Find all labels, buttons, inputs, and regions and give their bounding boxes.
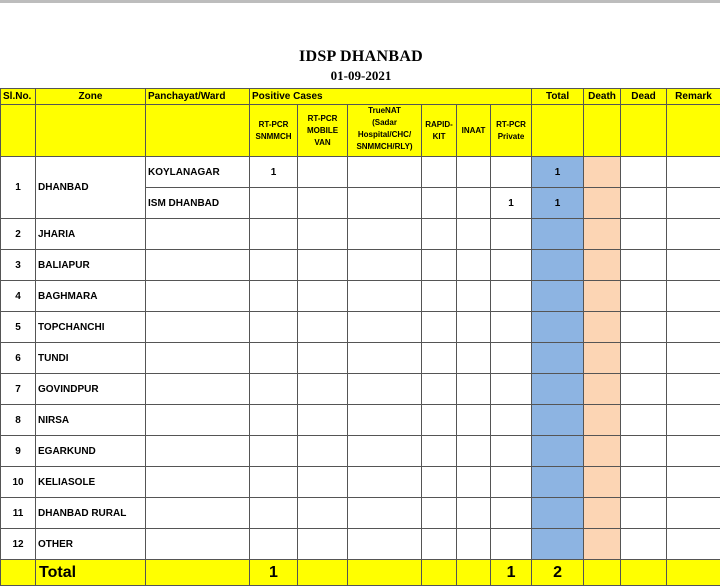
subheader-inaat: INAAT [457, 105, 491, 157]
row-slno: 7 [1, 374, 36, 405]
cell-death [584, 436, 621, 467]
row-slno: 2 [1, 219, 36, 250]
cell-total [532, 250, 584, 281]
report-date: 01-09-2021 [330, 68, 392, 83]
cell-death [584, 312, 621, 343]
top-border-line [0, 0, 720, 3]
cell-total [532, 343, 584, 374]
row-slno: 8 [1, 405, 36, 436]
header-zone: Zone [36, 89, 146, 105]
cell-total [532, 405, 584, 436]
header-dead: Dead [621, 89, 667, 105]
table-row [1, 281, 720, 312]
total-total: 2 [532, 560, 584, 586]
table-row [1, 436, 720, 467]
cell-total [532, 498, 584, 529]
total-row [1, 560, 720, 586]
cases-table [0, 88, 720, 586]
row-slno: 11 [1, 498, 36, 529]
total-rtpcr-snmmch: 1 [250, 560, 298, 586]
cell-total [532, 281, 584, 312]
row-slno: 12 [1, 529, 36, 560]
subheader-rapid-kit: RAPID- KIT [422, 105, 457, 157]
row-zone: TOPCHANCHI [36, 312, 146, 343]
row-slno: 6 [1, 343, 36, 374]
row-zone: DHANBAD [36, 157, 146, 219]
table-row [1, 498, 720, 529]
row-zone: JHARIA [36, 219, 146, 250]
row-slno: 3 [1, 250, 36, 281]
cell-total: 1 [532, 157, 584, 188]
row-zone: NIRSA [36, 405, 146, 436]
table-row [1, 219, 720, 250]
cell-death [584, 374, 621, 405]
cell-death [584, 157, 621, 188]
cell-total [532, 219, 584, 250]
table-row [1, 529, 720, 560]
header-death: Death [584, 89, 621, 105]
cell-rtpcr-snmmch: 1 [250, 157, 298, 188]
header-row [1, 89, 720, 105]
row-zone: BALIAPUR [36, 250, 146, 281]
table-row [1, 312, 720, 343]
header-total: Total [532, 89, 584, 105]
table-row [1, 250, 720, 281]
table-row [1, 343, 720, 374]
row-zone: EGARKUND [36, 436, 146, 467]
cell-death [584, 219, 621, 250]
row-zone: DHANBAD RURAL [36, 498, 146, 529]
cell-total [532, 467, 584, 498]
row-slno: 5 [1, 312, 36, 343]
cell-death [584, 250, 621, 281]
header-panchayat: Panchayat/Ward [146, 89, 250, 105]
row-zone: KELIASOLE [36, 467, 146, 498]
header-positive-cases: Positive Cases [250, 89, 422, 105]
cell-total: 1 [532, 188, 584, 219]
subheader-rtpcr-snmmch: RT-PCR SNMMCH [250, 105, 298, 157]
subheader-rtpcr-mobile-van: RT-PCR MOBILE VAN [298, 105, 348, 157]
row-zone: TUNDI [36, 343, 146, 374]
cell-rtpcr-private: 1 [491, 188, 532, 219]
cell-total [532, 436, 584, 467]
total-rtpcr-private: 1 [491, 560, 532, 586]
cell-death [584, 188, 621, 219]
cell-death [584, 343, 621, 374]
table-row [1, 467, 720, 498]
row-ward: KOYLANAGAR [146, 157, 250, 188]
row-slno: 4 [1, 281, 36, 312]
table-row [1, 157, 720, 188]
cell-death [584, 405, 621, 436]
row-zone: OTHER [36, 529, 146, 560]
row-ward: ISM DHANBAD [146, 188, 250, 219]
row-slno: 1 [1, 157, 36, 219]
header-slno: Sl.No. [1, 89, 36, 105]
table-row [1, 374, 720, 405]
subheader-row [1, 105, 720, 157]
cell-death [584, 467, 621, 498]
table-row [1, 405, 720, 436]
cell-death [584, 498, 621, 529]
row-slno: 9 [1, 436, 36, 467]
row-zone: GOVINDPUR [36, 374, 146, 405]
cell-total [532, 374, 584, 405]
page-title: IDSP DHANBAD [298, 48, 424, 65]
header-remark: Remark [667, 89, 720, 105]
total-label: Total [36, 560, 146, 586]
cell-death [584, 529, 621, 560]
cell-death [584, 281, 621, 312]
cell-total [532, 529, 584, 560]
subheader-rtpcr-private: RT-PCR Private [491, 105, 532, 157]
row-zone: BAGHMARA [36, 281, 146, 312]
cell-total [532, 312, 584, 343]
row-slno: 10 [1, 467, 36, 498]
subheader-truenat: TrueNAT (Sadar Hospital/CHC/ SNMMCH/RLY) [348, 105, 422, 157]
